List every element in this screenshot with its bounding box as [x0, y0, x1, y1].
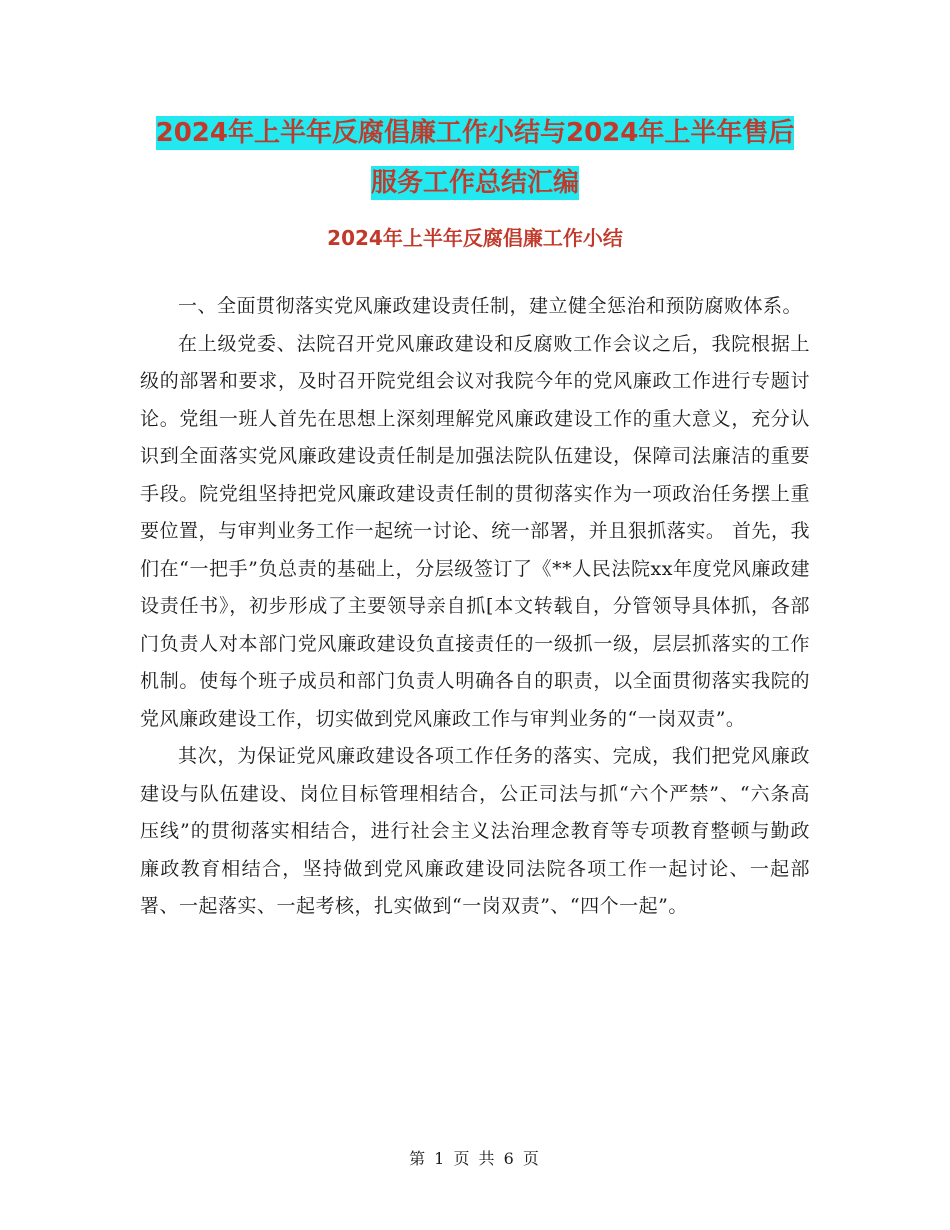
page-footer: 第 1 页 共 6 页 — [409, 1149, 541, 1168]
paragraph-2: 在上级党委、法院召开党风廉政建设和反腐败工作会议之后，我院根据上级的部署和要求，及时召开院党组会议对我院今年的党风廉政工作进行专题讨论。党组一班人首先在思想上深刻理解党风廉政建设工作的重大意义，充分认识到全面落实党风廉政建设责任制是加强法院队伍建设，保障司法廉洁的重要手段。院党组坚持把党风廉政建设责任制的贯彻落实作为一项政治任务摆上重要位置，与审判业务工作一起统一讨论、统一部署，并且狠抓落实。 首先，我们在“一把手”负总责的基础上，分层级签订了《**人民法院xx年度党风廉政建设责任书》，初步形成了主要领导亲自抓[本文转载自，分管领导具体抓，各部门负责人对本部门党风廉政建设负直接责任的一级抓一级，层层抓落实的工作机制。使每个班子成员和部门负责人明确各自的职责，以全面贯彻落实我院的党风廉政建设工作，切实做到党风廉政工作与审判业务的“一岗双责”。 — [140, 332, 810, 730]
document-title-line-2: 服务工作总结汇编 — [370, 168, 579, 198]
document-body — [140, 288, 810, 926]
paragraph-1: 一、全面贯彻落实党风廉政建设责任制，建立健全惩治和预防腐败体系。 — [178, 295, 803, 317]
document-title-line-1: 2024年上半年反腐倡廉工作小结与2024年上半年售后 — [155, 118, 795, 148]
section-title: 2024年上半年反腐倡廉工作小结 — [327, 226, 623, 250]
paragraph-3: 其次，为保证党风廉政建设各项工作任务的落实、完成，我们把党风廉政建设与队伍建设、岗位目标管理相结合，公正司法与抓“六个严禁”、“六条高压线”的贯彻落实相结合，进行社会主义法治理念教育等专项教育整顿与勤政廉政教育相结合，坚持做到党风廉政建设同法院各项工作一起讨论、一起部署、一起落实、一起考核，扎实做到“一岗双责”、“四个一起”。 — [140, 745, 810, 917]
document-title — [0, 108, 950, 208]
